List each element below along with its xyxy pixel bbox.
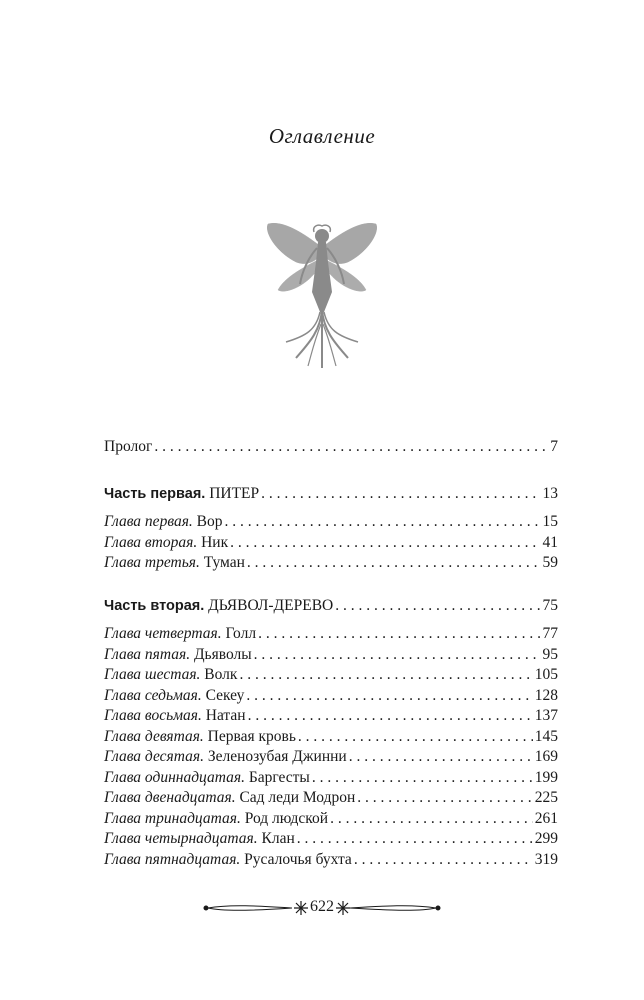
chapter-title: Русалочья бухта <box>244 850 352 868</box>
chapter-title: Клан <box>261 830 295 847</box>
part-title: ДЬЯВОЛ-ДЕРЕВО <box>208 596 334 614</box>
toc-entry-chapter[interactable] <box>104 625 558 646</box>
chapter-title: Первая кровь <box>207 727 296 745</box>
toc-entry-chapter[interactable] <box>104 830 558 851</box>
dot-leader <box>357 789 532 807</box>
chapter-kind: Глава пятая. <box>104 645 191 663</box>
chapter-title: Вор <box>196 513 223 530</box>
chapter-page: 77 <box>542 625 558 642</box>
chapter-kind: Глава вторая. <box>104 533 198 551</box>
chapter-title: Туман <box>203 554 245 571</box>
chapter-kind: Глава одиннадцатая. <box>104 768 245 786</box>
prologue-label: Пролог <box>104 438 153 455</box>
chapter-title: Волк <box>204 666 238 683</box>
chapter-page: 105 <box>534 666 558 683</box>
chapter-kind: Глава первая. <box>104 513 193 530</box>
chapter-page: 319 <box>534 850 558 868</box>
chapter-title: Зеленозубая Джинни <box>207 748 347 765</box>
chapter-kind: Глава десятая. <box>104 748 204 765</box>
toc-entry-chapter[interactable] <box>104 748 558 769</box>
chapter-page: 145 <box>534 727 558 745</box>
chapter-page: 225 <box>534 789 558 806</box>
dot-leader <box>297 830 533 848</box>
table-of-contents <box>104 438 558 871</box>
toc-entry-chapter[interactable] <box>104 728 558 749</box>
chapter-kind: Глава третья. <box>104 554 200 571</box>
dot-leader <box>225 513 541 531</box>
dot-leader <box>354 851 533 869</box>
prologue-page: 7 <box>550 438 558 455</box>
toc-entry-chapter[interactable] <box>104 707 558 728</box>
toc-entry-chapter[interactable] <box>104 666 558 687</box>
part-page: 13 <box>542 484 558 502</box>
chapter-title: Голл <box>225 625 257 642</box>
chapter-page: 169 <box>534 748 558 765</box>
chapter-title: Род людской <box>244 809 329 827</box>
dot-leader <box>330 810 533 828</box>
dot-leader <box>230 534 540 552</box>
chapter-title: Ник <box>201 533 229 551</box>
dot-leader <box>154 438 548 456</box>
chapter-page: 59 <box>542 554 558 571</box>
chapter-page: 199 <box>534 768 558 786</box>
chapter-page: 95 <box>542 645 558 663</box>
toc-entry-chapter[interactable] <box>104 851 558 872</box>
chapter-kind: Глава четырнадцатая. <box>104 830 258 847</box>
toc-entry-prologue[interactable] <box>104 438 558 459</box>
toc-entry-chapter[interactable] <box>104 554 558 575</box>
toc-entry-part-1[interactable] <box>104 485 558 506</box>
dot-leader <box>248 707 533 725</box>
chapter-title: Баргесты <box>248 768 310 786</box>
dot-leader <box>258 625 540 643</box>
chapter-page: 41 <box>542 533 558 551</box>
chapter-page: 299 <box>534 830 558 847</box>
chapter-title: Натан <box>205 707 246 724</box>
dot-leader <box>261 485 540 503</box>
dot-leader <box>254 646 541 664</box>
chapter-page: 261 <box>534 809 558 827</box>
page-footer <box>0 896 644 920</box>
dot-leader <box>312 769 533 787</box>
chapter-page: 15 <box>542 513 558 530</box>
dot-leader <box>335 597 540 615</box>
dot-leader <box>246 687 532 705</box>
chapter-kind: Глава восьмая. <box>104 707 202 724</box>
chapter-title: Сад леди Модрон <box>239 789 356 806</box>
chapter-kind: Глава четвертая. <box>104 625 222 642</box>
dot-leader <box>298 728 533 746</box>
part-label: Часть вторая. <box>104 597 205 614</box>
toc-entry-chapter[interactable] <box>104 513 558 534</box>
chapter-page: 137 <box>534 707 558 724</box>
toc-entry-chapter[interactable] <box>104 810 558 831</box>
chapter-kind: Глава девятая. <box>104 727 204 745</box>
chapter-kind: Глава шестая. <box>104 666 201 683</box>
toc-entry-chapter[interactable] <box>104 789 558 810</box>
chapter-title: Дьяволы <box>193 645 252 663</box>
dot-leader <box>349 748 533 766</box>
toc-entry-part-2[interactable] <box>104 597 558 618</box>
dot-leader <box>247 554 541 572</box>
toc-entry-chapter[interactable] <box>104 687 558 708</box>
page-number: 622 <box>310 898 334 915</box>
toc-heading: Оглавление <box>268 124 376 148</box>
part-label: Часть первая. <box>104 485 206 502</box>
chapter-title: Секеу <box>205 686 245 704</box>
chapter-kind: Глава пятнадцатая. <box>104 850 241 868</box>
chapter-kind: Глава седьмая. <box>104 686 202 704</box>
dot-leader <box>239 666 532 684</box>
toc-entry-chapter[interactable] <box>104 646 558 667</box>
fairy-illustration <box>262 212 382 372</box>
part-title: ПИТЕР <box>209 484 260 502</box>
toc-entry-chapter[interactable] <box>104 769 558 790</box>
chapter-kind: Глава двенадцатая. <box>104 789 236 806</box>
chapter-kind: Глава тринадцатая. <box>104 809 241 827</box>
toc-entry-chapter[interactable] <box>104 534 558 555</box>
chapter-page: 128 <box>534 686 558 704</box>
part-page: 75 <box>542 596 558 614</box>
